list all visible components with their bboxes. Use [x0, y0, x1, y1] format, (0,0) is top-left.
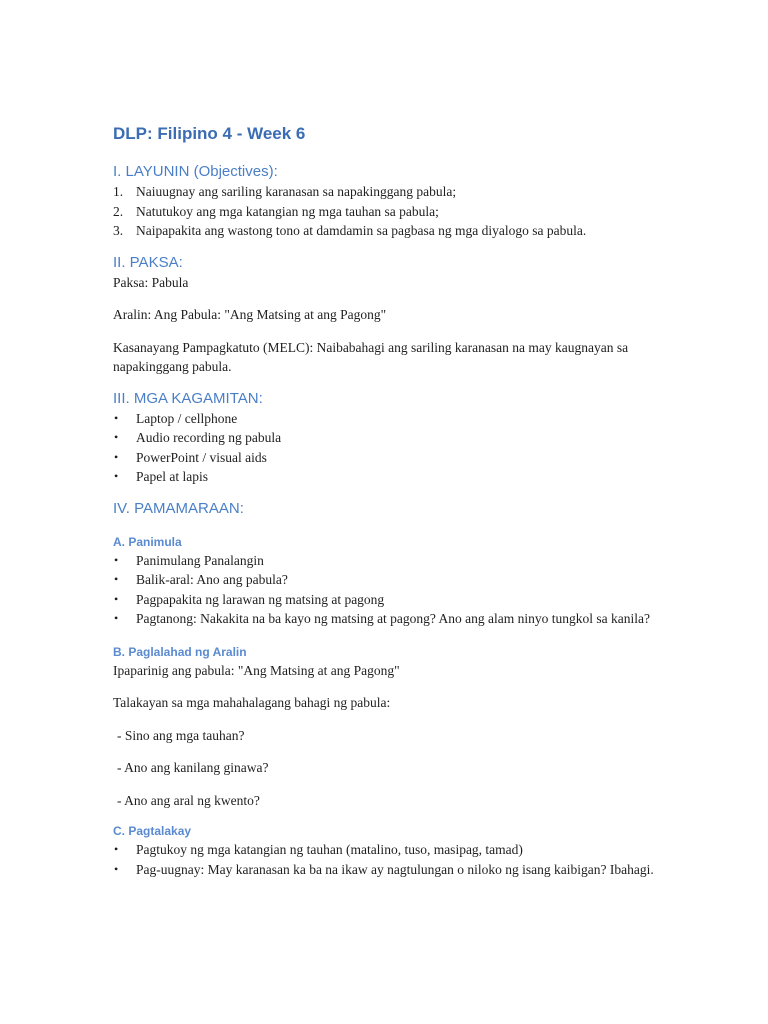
list-item [113, 609, 673, 629]
kagamitan-list [113, 409, 673, 487]
list-item [113, 221, 673, 241]
list-item [113, 428, 673, 448]
subsection-panimula-heading: A. Panimula [113, 534, 182, 549]
pagtalakay-list [113, 840, 673, 879]
list-item [113, 590, 673, 610]
question-text: - Sino ang mga tauhan? [117, 727, 245, 743]
list-item-text: Panimulang Panalangin [136, 552, 264, 568]
panimula-list [113, 551, 673, 629]
list-item [113, 182, 673, 202]
document-title: DLP: Filipino 4 - Week 6 [113, 124, 306, 143]
list-item-text: Natutukoy ang mga katangian ng mga tauhan sa pabula; [136, 203, 439, 219]
section-paksa-heading: II. PAKSA: [113, 253, 183, 271]
aralin-text: Aralin: Ang Pabula: "Ang Matsing at ang Pagong" [113, 307, 387, 322]
subsection-paglalahad-heading: B. Paglalahad ng Aralin [113, 644, 247, 659]
list-item-text: Balik-aral: Ano ang pabula? [136, 572, 288, 587]
list-item [113, 860, 673, 880]
bullet-icon: • [114, 410, 119, 425]
question-text: - Ano ang kanilang ginawa? [117, 760, 269, 775]
section-objectives-heading: I. LAYUNIN (Objectives): [113, 163, 278, 180]
bullet-icon: • [114, 611, 119, 625]
section-kagamitan-heading: III. MGA KAGAMITAN: [113, 389, 263, 407]
list-item-text: Naipapakita ang wastong tono at damdamin sa pagbasa ng mga diyalogo sa pabula. [136, 223, 587, 238]
bullet-icon: • [114, 842, 119, 856]
bullet-icon: • [114, 430, 119, 444]
list-item [113, 840, 673, 860]
section-pamamaraan-heading: IV. PAMAMARAAN: [113, 499, 244, 517]
paksa-text: Paksa: Pabula [113, 274, 189, 290]
list-item [113, 448, 673, 468]
melc-text: Kasanayang Pampagkatuto (MELC): Naibabahagi ang sariling karanasan na may kaugnayan sa napakinggang pabula. [113, 339, 629, 374]
list-number: 3. [113, 223, 124, 238]
bullet-icon: • [114, 552, 119, 567]
list-item-text: Pagtukoy ng mga katangian ng tauhan (matalino, tuso, masipag, tamad) [136, 842, 523, 857]
list-item-text: Pagpapakita ng larawan ng matsing at pagong [136, 591, 385, 607]
list-item-text: Audio recording ng pabula [136, 430, 282, 445]
list-item [113, 202, 673, 222]
list-item-text: PowerPoint / visual aids [136, 449, 267, 465]
question-text: - Ano ang aral ng kwento? [117, 792, 260, 808]
list-item-text: Laptop / cellphone [136, 410, 238, 426]
bullet-icon: • [114, 449, 119, 464]
paglalahad-intro: Ipaparinig ang pabula: "Ang Matsing at ang Pagong" [113, 662, 400, 678]
bullet-icon: • [114, 591, 119, 606]
list-item [113, 551, 673, 571]
list-item-text: Pagtanong: Nakakita na ba kayo ng matsing at pagong? Ano ang alam ninyo tungkol sa kanila? [136, 611, 651, 626]
list-number: 2. [113, 203, 124, 219]
talakayan-text: Talakayan sa mga mahahalagang bahagi ng pabula: [113, 695, 391, 710]
bullet-icon: • [114, 469, 119, 483]
list-item [113, 467, 673, 487]
bullet-icon: • [114, 861, 119, 876]
list-item [113, 409, 673, 429]
list-number: 1. [113, 184, 124, 199]
subsection-pagtalakay-heading: C. Pagtalakay [113, 824, 192, 838]
objectives-list [113, 182, 673, 241]
list-item [113, 570, 673, 590]
bullet-icon: • [114, 572, 119, 586]
list-item-text: Papel at lapis [136, 469, 208, 484]
document-page [113, 122, 673, 879]
list-item-text: Naiuugnay ang sariling karanasan sa napakinggang pabula; [136, 184, 457, 199]
list-item-text: Pag-uugnay: May karanasan ka ba na ikaw ay nagtulungan o niloko ng isang kaibigan? Ibahagi. [136, 861, 654, 877]
